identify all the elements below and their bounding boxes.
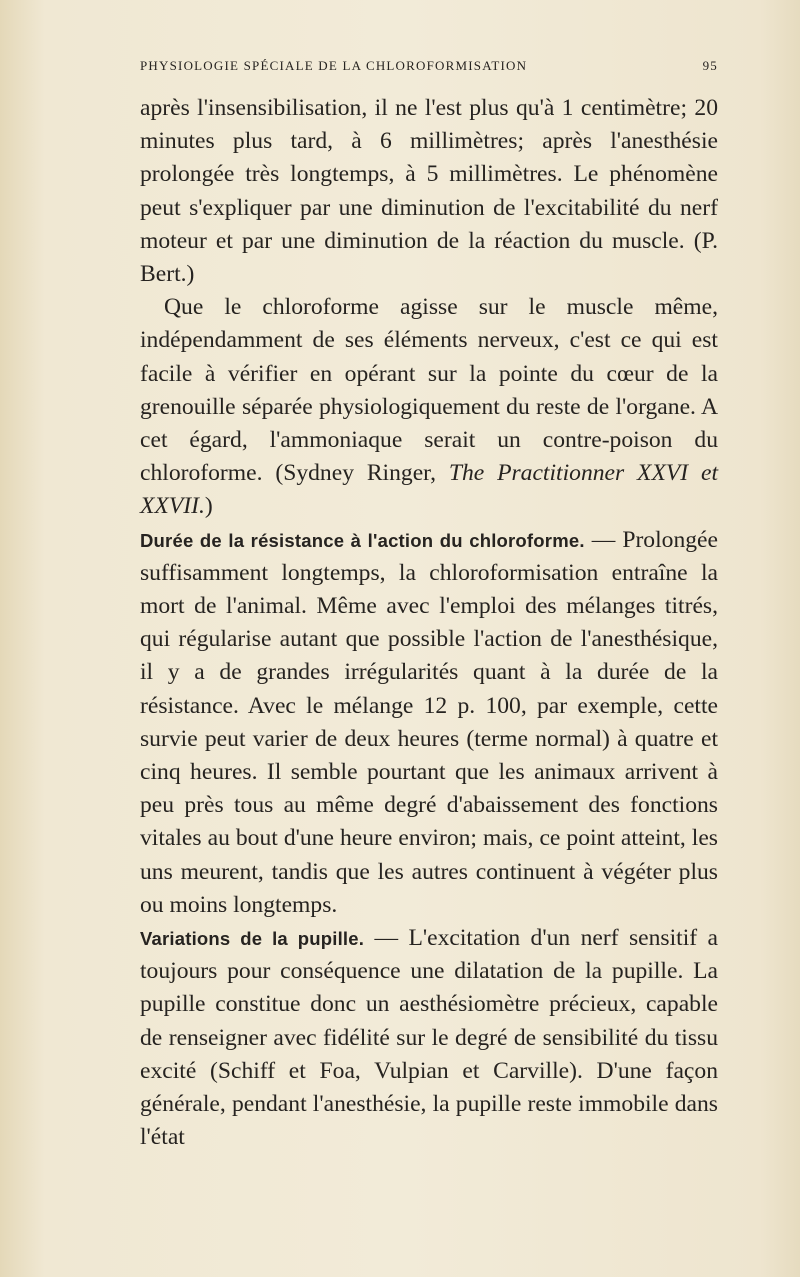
section-rubric-pupille: Variations de la pupille. bbox=[140, 928, 365, 950]
paragraph-2-text: Que le chloroforme agisse sur le muscle même, indépendamment de ses éléments nerveux, c'est ce qui est facile à vérifier en opérant sur la pointe du cœur de la grenouille séparée physiologiquement du reste de l'organe. A cet égard, l'ammoniaque serait un contre-poison du chloroforme. (Sydney Ringer, bbox=[140, 294, 718, 487]
paragraph-4 bbox=[140, 922, 718, 1154]
body-text bbox=[140, 92, 718, 1155]
paragraph-1: après l'insensibilisation, il ne l'est plus qu'à 1 centimètre; 20 minutes plus tard, à 6 millimètres; après l'anesthésie prolongée très longtemps, à 5 millimètres. Le phénomène peut s'expliquer par une diminution de l'excitabilité du nerf moteur et par une diminution de la réaction du muscle. (P. Bert.) bbox=[140, 95, 718, 288]
citation-close: ) bbox=[204, 493, 213, 520]
page-number: 95 bbox=[702, 58, 718, 73]
paragraph-2 bbox=[140, 291, 718, 523]
citation: The Practitionner XXVI et XXVII. bbox=[140, 460, 718, 520]
paragraph-4-text: — L'excitation d'un nerf sensitif a toujours pour conséquence une dilatation de la pupille. La pupille constitue donc un aesthésiomètre précieux, capable de renseigner avec fidélité sur le degré de sensibilité du tissu excité (Schiff et Foa, Vulpian et Carville). D'une façon générale, pendant l'anesthésie, la pupille reste immobile dans l'état bbox=[140, 925, 718, 1151]
running-title: PHYSIOLOGIE SPÉCIALE DE LA CHLOROFORMISATION bbox=[140, 58, 528, 73]
paragraph-3 bbox=[140, 524, 718, 922]
paragraph-3-text: — Prolongée suffisamment longtemps, la chloroformisation entraîne la mort de l'animal. Même avec l'emploi des mélanges titrés, qui régularise autant que possible l'action de l'anesthésique, il y a de grandes irrégularités quant à la durée de la résistance. Avec le mélange 12 p. 100, par exemple, cette survie peut varier de deux heures (terme normal) à quatre et cinq heures. Il semble pourtant que les animaux arrivent à peu près tous au même degré d'abaissement des fonctions vitales au bout d'une heure environ; mais, ce point atteint, les uns meurent, tandis que les autres continuent à végéter plus ou moins longtemps. bbox=[140, 526, 718, 918]
section-rubric-resistance: Durée de la résistance à l'action du chloroforme. bbox=[140, 529, 585, 551]
running-head bbox=[140, 58, 718, 82]
